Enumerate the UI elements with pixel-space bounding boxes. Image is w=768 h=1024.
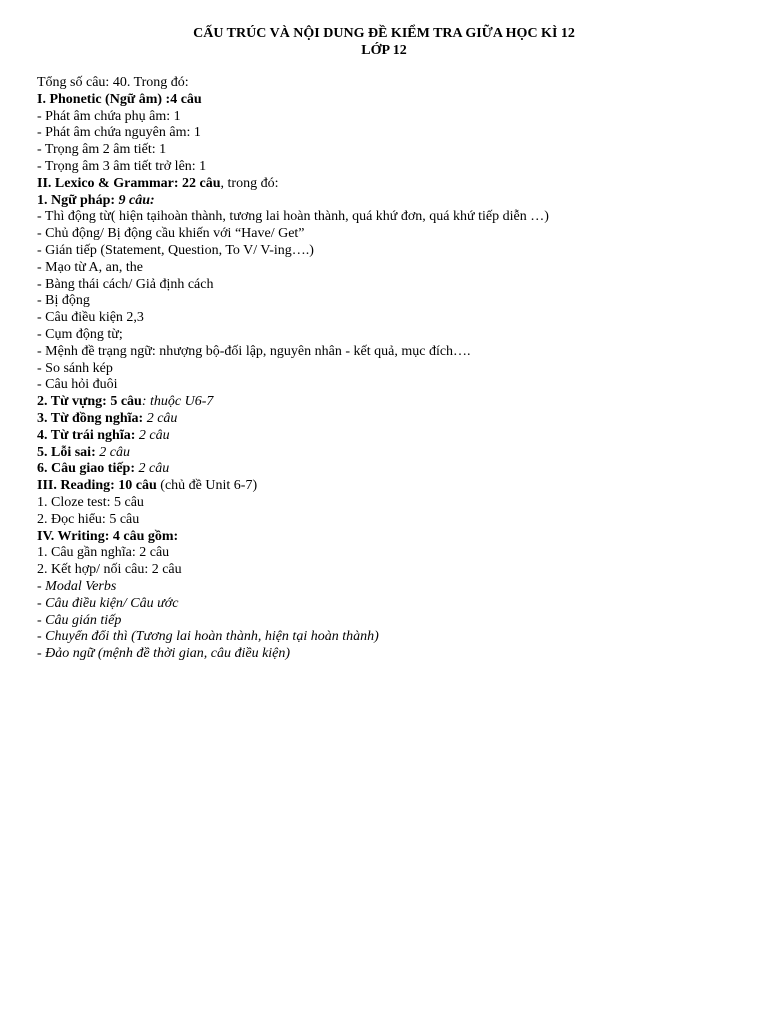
vocab-note: : thuộc U6-7 [141,394,214,410]
synonym-count: 2 câu [146,410,178,426]
grammar-heading [37,193,737,210]
list-item: 1. Cloze test: 5 câu [37,494,144,510]
vocab-label: 2. Từ vựng: 5 câu [37,394,142,410]
communication-count: 2 câu [138,461,170,477]
list-item: - Phát âm chứa nguyên âm: 1 [37,125,201,141]
list-item: - Mệnh đề trạng ngữ: nhượng bộ-đối lập, nguyên nhân - kết quả, mục đích…. [37,343,471,359]
list-item: - Bị động [37,293,90,309]
section-reading-heading [37,478,737,495]
list-item: 2. Kết hợp/ nối câu: 2 câu [37,562,182,578]
list-item: - Chuyển đổi thì (Tương lai hoàn thành, hiện tại hoàn thành) [37,629,379,645]
section-reading-heading-bold: III. Reading: 10 câu [37,478,157,494]
error-label: 5. Lỗi sai: [37,444,100,460]
list-item: - Đảo ngữ (mệnh đề thời gian, câu điều kiện) [37,646,291,662]
communication-heading [37,461,737,478]
list-item: - Modal Verbs [37,578,117,594]
error-count: 2 câu [99,444,130,460]
total-questions: Tổng số câu: 40. Trong đó: [37,75,189,90]
list-item: - Phát âm chứa phụ âm: 1 [37,108,181,124]
antonym-count: 2 câu [138,427,170,443]
error-heading [37,445,737,462]
list-item: - Gián tiếp (Statement, Question, To V/ V-ing….) [37,242,314,258]
list-item: 2. Đọc hiểu: 5 câu [37,511,140,527]
section-phonetic-heading: I. Phonetic (Ngữ âm) :4 câu [37,91,202,107]
antonym-heading [37,428,737,445]
synonym-heading [37,411,737,428]
section-writing-heading: IV. Writing: 4 câu gồm: [37,528,179,544]
list-item: - Câu gián tiếp [37,612,122,628]
list-item: - So sánh kép [37,360,113,376]
list-item: - Thì động từ( hiện tạihoàn thành, tương lai hoàn thành, quá khứ đơn, quá khứ tiếp diễn …) [37,209,549,225]
list-item: - Mạo từ A, an, the [37,259,143,275]
antonym-label: 4. Từ trái nghĩa: [37,427,139,443]
list-item: - Chủ động/ Bị động cầu khiến với “Have/ Get” [37,226,305,242]
grammar-label: 1. Ngữ pháp: [37,192,119,208]
section-lexico-heading [37,176,737,193]
document-body [37,75,737,663]
list-item: - Trọng âm 2 âm tiết: 1 [37,142,167,158]
communication-label: 6. Câu giao tiếp: [37,461,139,477]
list-item: - Câu hỏi đuôi [37,377,118,393]
list-item: - Câu điều kiện 2,3 [37,310,144,326]
section-lexico-heading-bold: II. Lexico & Grammar: 22 câu [37,175,221,191]
section-reading-heading-rest: (chủ đề Unit 6-7) [156,478,258,494]
document-subtitle: LỚP 12 [361,43,407,58]
list-item: - Trọng âm 3 âm tiết trở lên: 1 [37,158,207,174]
grammar-count: 9 câu: [118,192,155,208]
synonym-label: 3. Từ đồng nghĩa: [37,410,147,426]
vocab-heading [37,394,737,411]
section-lexico-heading-rest: , trong đó: [220,175,279,191]
document-title: CẤU TRÚC VÀ NỘI DUNG ĐỀ KIỂM TRA GIỮA HỌC KÌ 12 [193,26,575,41]
list-item: 1. Câu gần nghĩa: 2 câu [37,545,170,561]
list-item: - Câu điều kiện/ Câu ước [37,595,179,611]
list-item: - Bàng thái cách/ Giả định cách [37,276,214,292]
list-item: - Cụm động từ; [37,326,123,342]
